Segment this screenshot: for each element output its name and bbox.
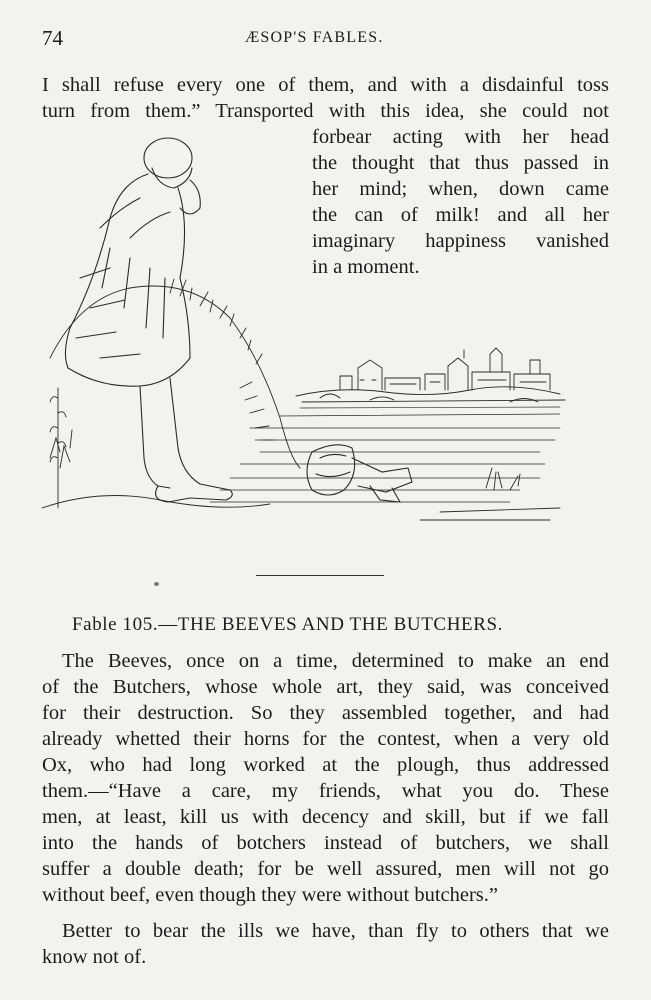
text-line: the thought that thus passed in (312, 152, 609, 174)
section-divider (256, 575, 384, 576)
text-line: forbear acting with her head (312, 126, 609, 148)
text-line: of the Butchers, whose whole art, they said, was conceived (42, 676, 609, 698)
milkmaid-illustration (40, 128, 570, 538)
text-line: turn from them.” Transported with this idea, she could not (42, 100, 609, 122)
text-line: suffer a double death; for be well assured, men will not go (42, 858, 609, 880)
page-number: 74 (42, 26, 63, 50)
grass-tuft (420, 468, 560, 520)
text-line: Ox, who had long worked at the plough, thus addressed (42, 754, 609, 776)
text-line: men, at least, kill us with decency and skill, but if we fall (42, 806, 609, 828)
grassy-bank (42, 279, 300, 508)
text-line: without beef, even though they were without butchers.” (42, 884, 498, 906)
weeping-girl (65, 138, 232, 502)
moral-line: Better to bear the ills we have, than fly to others that we (62, 920, 609, 942)
running-head: ÆSOP'S FABLES. (245, 29, 384, 46)
fable-heading: Fable 105.—THE BEEVES AND THE BUTCHERS. (72, 614, 504, 635)
text-line: for their destruction. So they assembled together, and had (42, 702, 609, 724)
town-skyline (296, 348, 565, 402)
text-line: them.—“Have a care, my friends, what you do. These (42, 780, 609, 802)
moral-line: know not of. (42, 946, 147, 968)
broken-milk-can (307, 445, 412, 502)
text-line: the can of milk! and all her (312, 204, 609, 226)
text-line: imaginary happiness vanished (312, 230, 609, 252)
ground-hatching (210, 407, 560, 502)
text-line: already whetted their horns for the contest, when a very old (42, 728, 609, 750)
text-line: The Beeves, once on a time, determined to make an end (62, 650, 609, 672)
text-line: in a moment. (312, 256, 420, 278)
text-line: her mind; when, down came (312, 178, 609, 200)
paper-speck (154, 582, 159, 586)
text-line: I shall refuse every one of them, and with a disdainful toss (42, 74, 609, 96)
text-line: into the hands of botchers instead of butchers, we shall (42, 832, 609, 854)
